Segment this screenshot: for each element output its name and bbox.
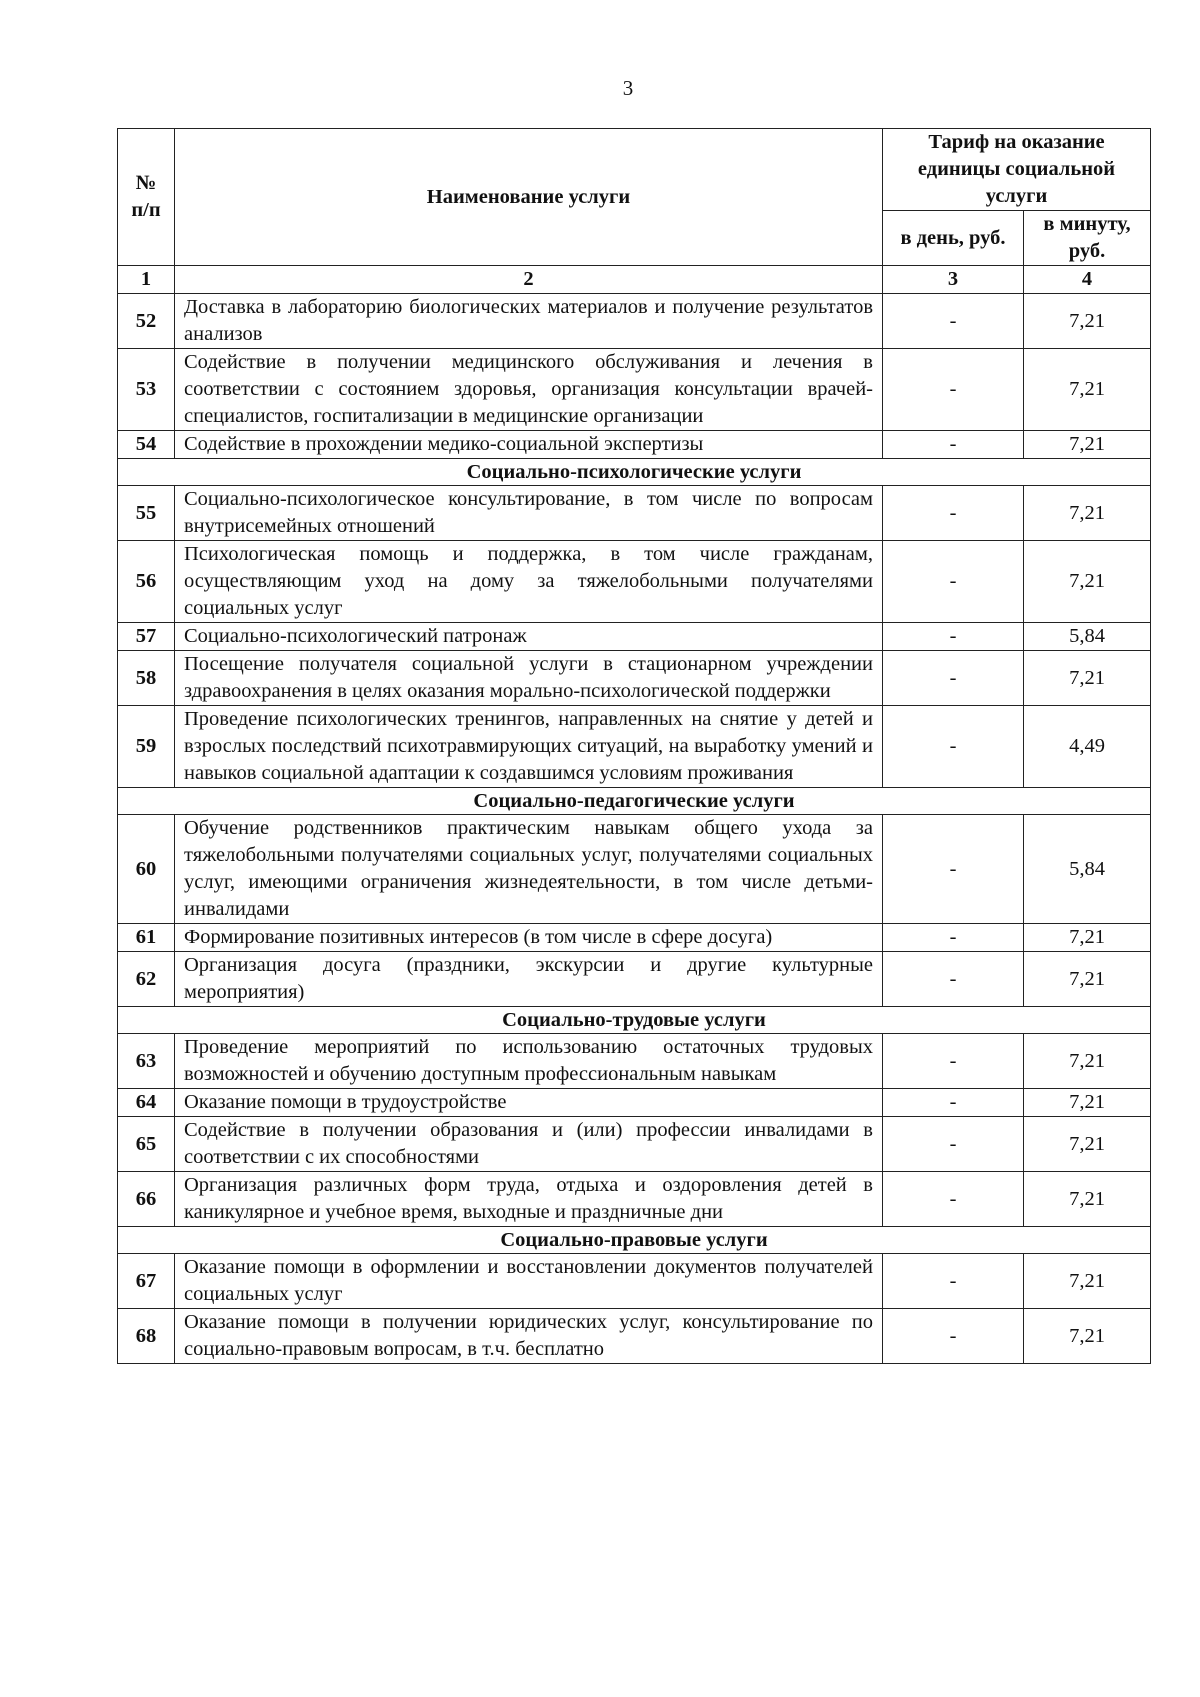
table-row — [118, 1309, 1151, 1364]
table-row — [118, 1117, 1151, 1172]
tariff-per-minute: 7,21 — [1024, 952, 1151, 1007]
service-name: Социально-психологический патронаж — [175, 623, 883, 651]
tariff-per-minute: 7,21 — [1024, 924, 1151, 952]
service-name: Обучение родственников практическим навыкам общего ухода за тяжелобольными получателями социальных услуг, получателями социальных услуг, имеющими ограничения жизнедеятельности, в том числе детьми-инвалидами — [175, 815, 883, 924]
table-row — [118, 1089, 1151, 1117]
table-row — [118, 349, 1151, 431]
table-row — [118, 924, 1151, 952]
service-name: Содействие в получении медицинского обслуживания и лечения в соответствии с состоянием здоровья, организация консультации врачей-специалистов, госпитализации в медицинские организации — [175, 349, 883, 431]
table-row — [118, 1034, 1151, 1089]
service-name: Содействие в получении образования и (или) профессии инвалидами в соответствии с их способностями — [175, 1117, 883, 1172]
table-body — [118, 294, 1151, 1364]
tariff-per-minute: 7,21 — [1024, 1117, 1151, 1172]
row-number: 53 — [118, 349, 175, 431]
header-service-name: Наименование услуги — [175, 129, 883, 266]
tariff-per-minute: 7,21 — [1024, 1309, 1151, 1364]
tariff-per-minute: 7,21 — [1024, 486, 1151, 541]
tariff-per-minute: 7,21 — [1024, 1034, 1151, 1089]
tariff-per-day: - — [883, 815, 1024, 924]
service-name: Оказание помощи в оформлении и восстановлении документов получателей социальных услуг — [175, 1254, 883, 1309]
service-name: Оказание помощи в трудоустройстве — [175, 1089, 883, 1117]
row-number: 54 — [118, 431, 175, 459]
tariff-per-minute: 7,21 — [1024, 349, 1151, 431]
tariff-per-day: - — [883, 294, 1024, 349]
section-title: Социально-педагогические услуги — [118, 788, 1151, 815]
table-row — [118, 623, 1151, 651]
row-number: 55 — [118, 486, 175, 541]
row-number: 66 — [118, 1172, 175, 1227]
service-name: Социально-психологическое консультирование, в том числе по вопросам внутрисемейных отношений — [175, 486, 883, 541]
row-number: 57 — [118, 623, 175, 651]
tariff-per-day: - — [883, 952, 1024, 1007]
service-name: Формирование позитивных интересов (в том числе в сфере досуга) — [175, 924, 883, 952]
service-name: Посещение получателя социальной услуги в стационарном учреждении здравоохранения в целях оказания морально-психологической поддержки — [175, 651, 883, 706]
column-index-3: 3 — [883, 266, 1024, 294]
row-number: 52 — [118, 294, 175, 349]
tariff-per-minute: 7,21 — [1024, 1172, 1151, 1227]
header-per-day: в день, руб. — [883, 211, 1024, 266]
tariff-per-day: - — [883, 1089, 1024, 1117]
column-index-2: 2 — [175, 266, 883, 294]
tariff-per-minute: 4,49 — [1024, 706, 1151, 788]
section-header-row — [118, 459, 1151, 486]
table-row — [118, 651, 1151, 706]
row-number: 60 — [118, 815, 175, 924]
table-row — [118, 815, 1151, 924]
service-name: Проведение психологических тренингов, направленных на снятие у детей и взрослых последствий психотравмирующих ситуаций, на выработку умений и навыков социальной адаптации к создавшимся условиям проживания — [175, 706, 883, 788]
service-name: Проведение мероприятий по использованию остаточных трудовых возможностей и обучению доступным профессиональным навыкам — [175, 1034, 883, 1089]
row-number: 68 — [118, 1309, 175, 1364]
row-number: 63 — [118, 1034, 175, 1089]
section-title: Социально-психологические услуги — [118, 459, 1151, 486]
section-header-row — [118, 1007, 1151, 1034]
tariff-per-minute: 7,21 — [1024, 1254, 1151, 1309]
row-number: 62 — [118, 952, 175, 1007]
service-name: Организация различных форм труда, отдыха и оздоровления детей в каникулярное и учебное время, выходные и праздничные дни — [175, 1172, 883, 1227]
tariff-per-day: - — [883, 349, 1024, 431]
tariff-per-day: - — [883, 541, 1024, 623]
tariff-per-minute: 5,84 — [1024, 815, 1151, 924]
tariff-per-day: - — [883, 706, 1024, 788]
row-number: 61 — [118, 924, 175, 952]
tariff-per-day: - — [883, 1254, 1024, 1309]
column-index-1: 1 — [118, 266, 175, 294]
column-index-4: 4 — [1024, 266, 1151, 294]
header-number: № п/п — [118, 129, 175, 266]
tariff-per-day: - — [883, 1117, 1024, 1172]
tariff-per-day: - — [883, 623, 1024, 651]
tariff-per-minute: 7,21 — [1024, 294, 1151, 349]
tariff-table — [117, 128, 1151, 1364]
header-per-minute: в минуту, руб. — [1024, 211, 1151, 266]
section-header-row — [118, 788, 1151, 815]
table-row — [118, 1254, 1151, 1309]
service-name: Оказание помощи в получении юридических услуг, консультирование по социально-правовым вопросам, в т.ч. бесплатно — [175, 1309, 883, 1364]
tariff-per-day: - — [883, 1034, 1024, 1089]
page-number: 3 — [622, 76, 634, 100]
table-row — [118, 1172, 1151, 1227]
tariff-per-day: - — [883, 1172, 1024, 1227]
table-row — [118, 706, 1151, 788]
section-header-row — [118, 1227, 1151, 1254]
tariff-per-minute: 7,21 — [1024, 541, 1151, 623]
tariff-per-day: - — [883, 431, 1024, 459]
service-name: Содействие в прохождении медико-социальной экспертизы — [175, 431, 883, 459]
table-row — [118, 541, 1151, 623]
section-title: Социально-трудовые услуги — [118, 1007, 1151, 1034]
tariff-per-day: - — [883, 924, 1024, 952]
row-number: 65 — [118, 1117, 175, 1172]
service-name: Доставка в лабораторию биологических материалов и получение результатов анализов — [175, 294, 883, 349]
tariff-per-day: - — [883, 486, 1024, 541]
tariff-per-day: - — [883, 1309, 1024, 1364]
service-name: Организация досуга (праздники, экскурсии и другие культурные мероприятия) — [175, 952, 883, 1007]
row-number: 56 — [118, 541, 175, 623]
tariff-per-minute: 7,21 — [1024, 651, 1151, 706]
tariff-per-minute: 7,21 — [1024, 1089, 1151, 1117]
section-title: Социально-правовые услуги — [118, 1227, 1151, 1254]
table-row — [118, 431, 1151, 459]
table-row — [118, 952, 1151, 1007]
table-row — [118, 294, 1151, 349]
service-name: Психологическая помощь и поддержка, в том числе гражданам, осуществляющим уход на дому за тяжелобольными получателями социальных услуг — [175, 541, 883, 623]
row-number: 64 — [118, 1089, 175, 1117]
row-number: 59 — [118, 706, 175, 788]
row-number: 67 — [118, 1254, 175, 1309]
header-tariff: Тариф на оказание единицы социальной услуги — [883, 129, 1151, 211]
tariff-per-minute: 7,21 — [1024, 431, 1151, 459]
tariff-per-minute: 5,84 — [1024, 623, 1151, 651]
row-number: 58 — [118, 651, 175, 706]
tariff-per-day: - — [883, 651, 1024, 706]
table-row — [118, 486, 1151, 541]
